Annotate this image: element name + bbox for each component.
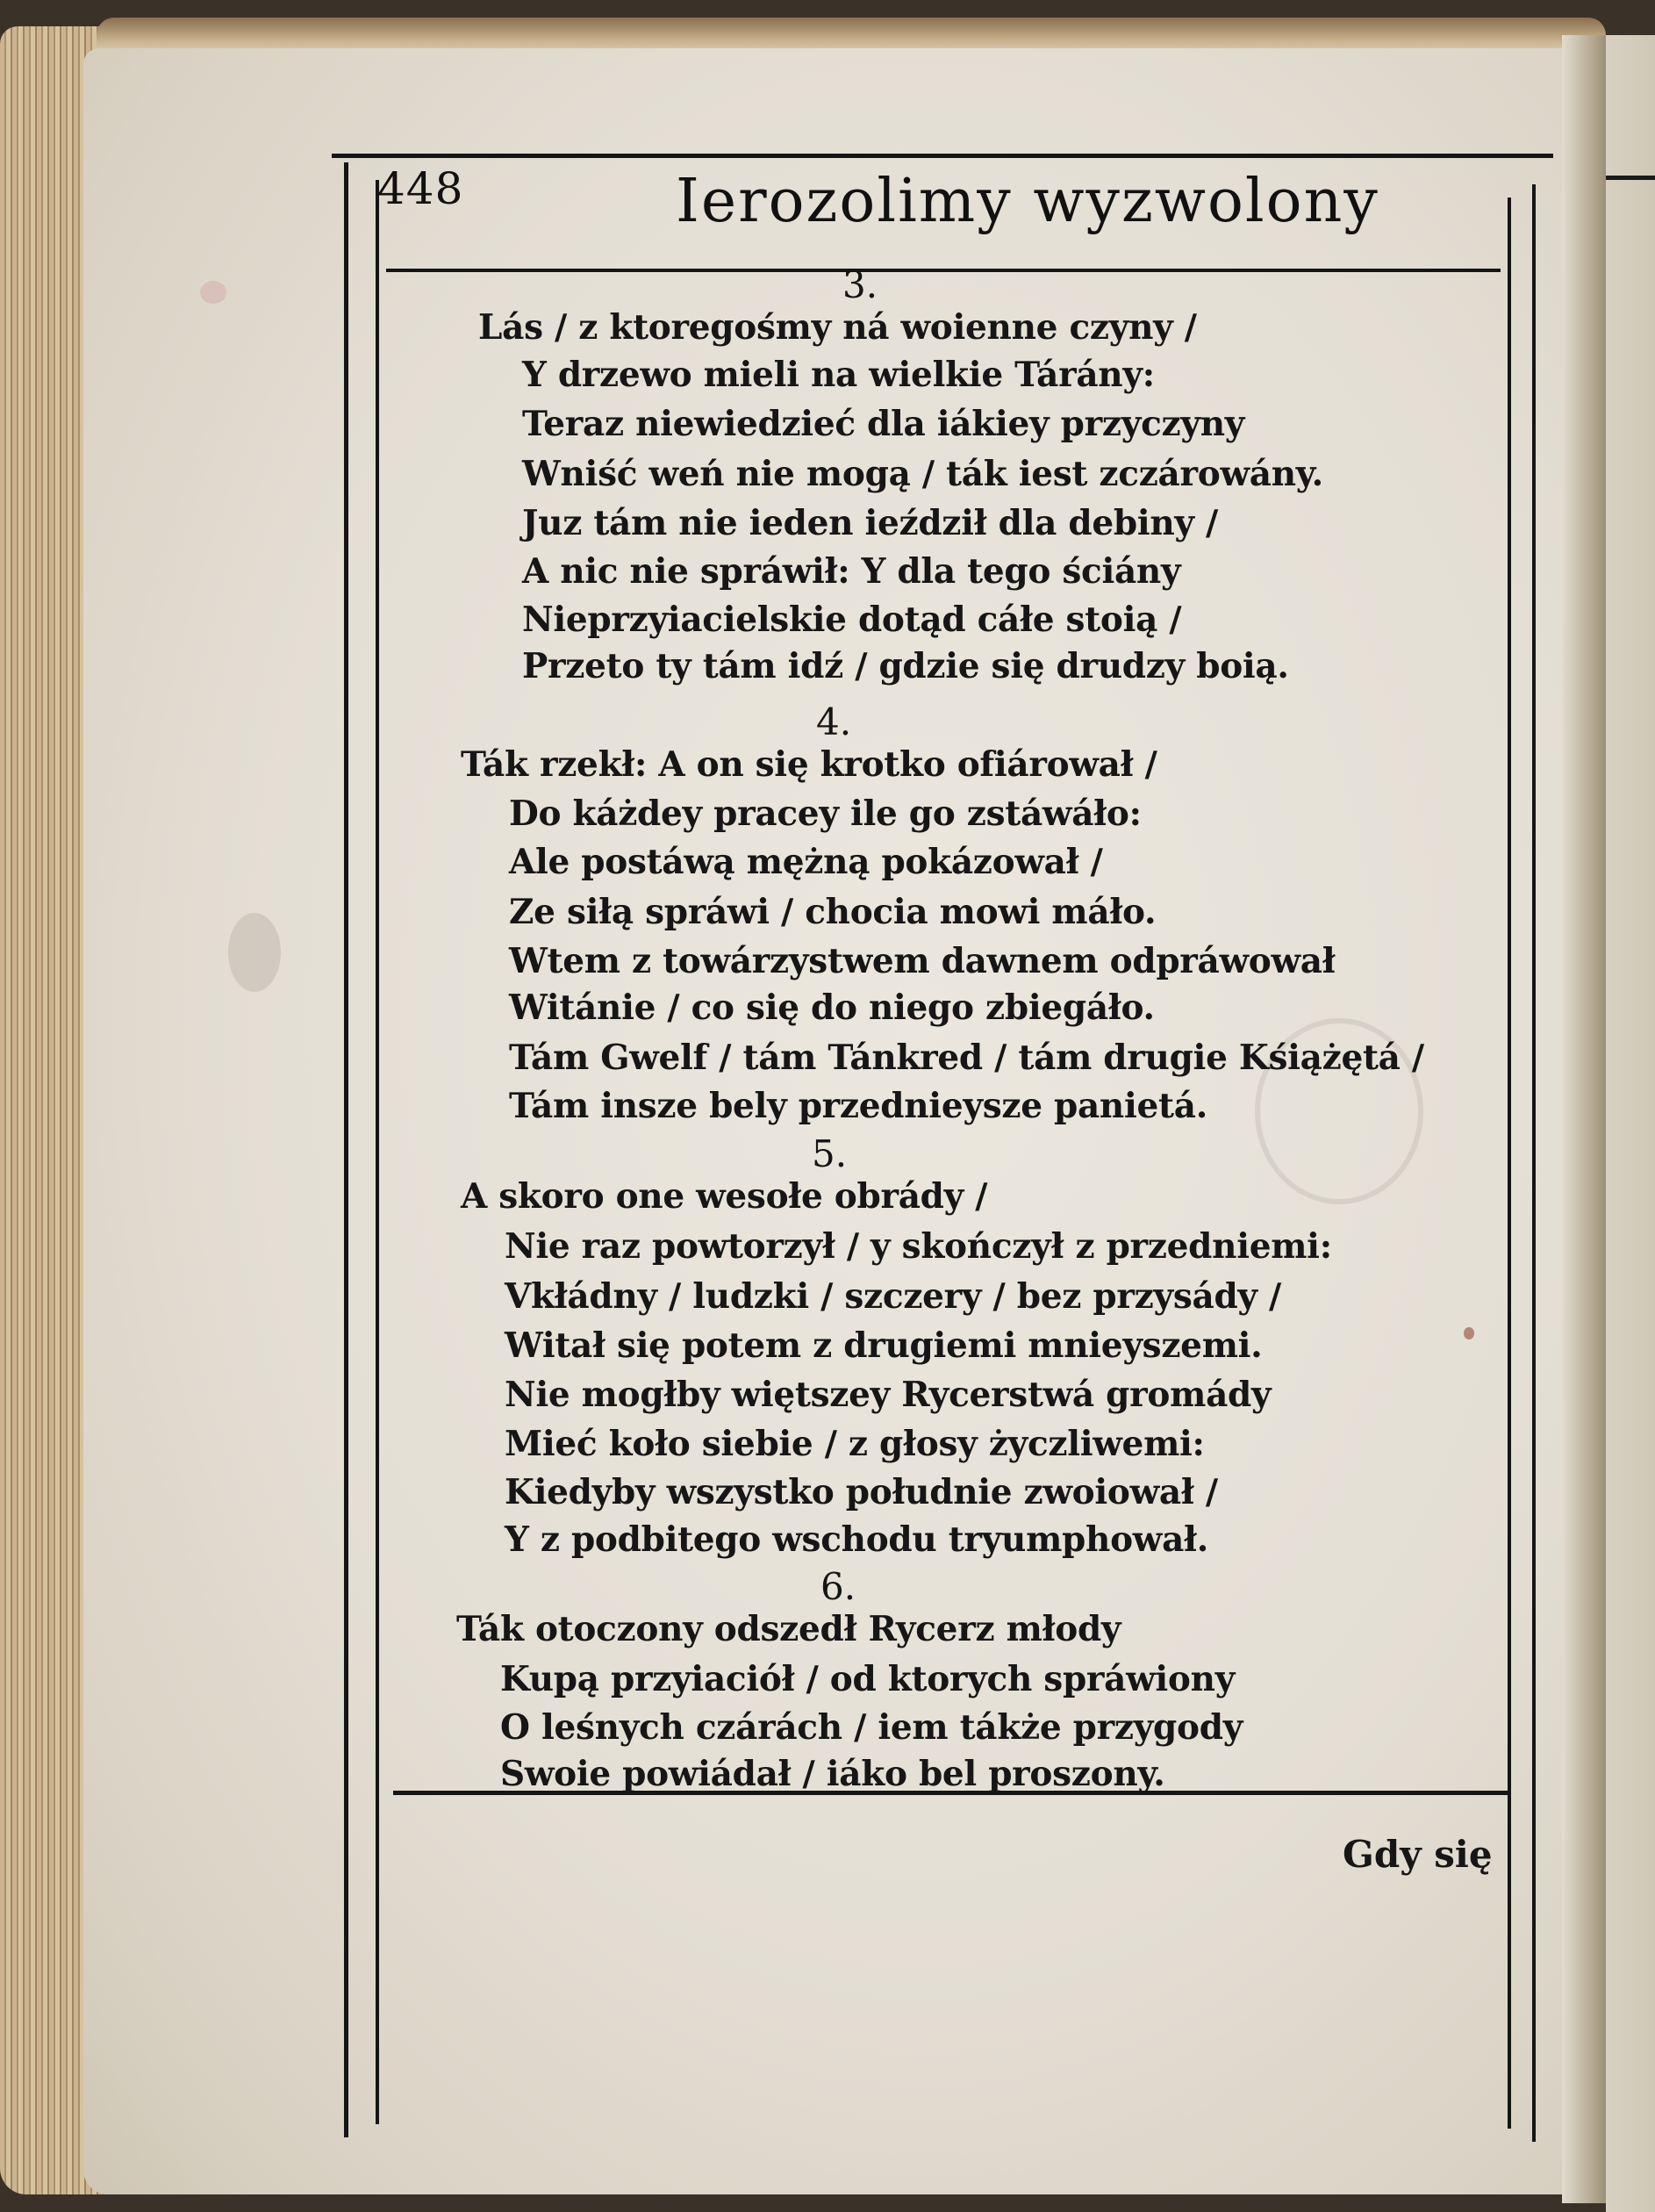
verse-line: Kupą przyiaciół / od ktorych spráwiony [500, 1659, 1236, 1699]
verse-line: Przeto ty tám idź / gdzie się drudzy boią. [522, 646, 1289, 686]
verse-line: Vkłádny / ludzki / szczery / bez przysády / [505, 1276, 1281, 1317]
catchword: Gdy się [1343, 1833, 1493, 1876]
verse-line: Y z podbitego wschodu tryumphował. [505, 1519, 1209, 1560]
stanza-number: 6. [820, 1565, 856, 1608]
verse-line: Witánie / co się do niego zbiegáło. [509, 988, 1155, 1028]
verse-line: Witał się potem z drugiemi mnieyszemi. [505, 1325, 1263, 1366]
verse-line: Ale postáwą mężną pokázował / [509, 842, 1103, 882]
top-rule [332, 154, 1553, 158]
verse-line: Teraz niewiedzieć dla iákiey przyczyny [522, 404, 1245, 444]
verse-line: Swoie powiádał / iáko bel proszony. [500, 1754, 1165, 1794]
verse-line: A nic nie spráwił: Y dla tego ściány [522, 551, 1181, 592]
running-title: Ierozolimy wyzwolony [676, 167, 1379, 236]
verse-line: Kiedyby wszystko południe zwoiował / [505, 1472, 1218, 1512]
facing-page-edge [1606, 35, 1655, 2212]
verse-line: Nieprzyiacielskie dotąd cáłe stoią / [522, 600, 1182, 640]
verse-line: O leśnych czárách / iem tákże przygody [500, 1707, 1243, 1748]
page-smudge [228, 913, 281, 992]
verse-line: Y drzewo mieli na wielkie Tárány: [522, 355, 1155, 395]
verse-line: Nie mogłby więtszey Rycerstwá gromády [505, 1375, 1272, 1415]
verse-line: Ták otoczony odszedł Rycerz młody [456, 1609, 1121, 1649]
right-inner-rule [1508, 198, 1511, 2129]
verse-line: Ták rzekł: A on się krotko ofiárował / [461, 744, 1157, 785]
stanza-number: 4. [816, 700, 852, 743]
verse-line: Lás / z ktoregośmy ná woienne czyny / [478, 307, 1197, 348]
verse-line: Wtem z towárzystwem dawnem odpráwował [509, 941, 1336, 981]
verse-line: Tám Gwelf / tám Tánkred / tám drugie Kśiążętá / [509, 1038, 1424, 1078]
verse-line: Do káżdey pracey ile go zstáwáło: [509, 794, 1142, 834]
header-rule [386, 269, 1501, 272]
stanza-number: 5. [812, 1132, 848, 1175]
verse-line: Ze siłą spráwi / chocia mowi máło. [509, 892, 1157, 932]
right-outer-rule [1532, 184, 1536, 2142]
verse-line: A skoro one wesołe obrády / [461, 1176, 988, 1217]
verse-line: Juz tám nie ieden ieździł dla debiny / [522, 503, 1218, 543]
facing-page-rule [1606, 176, 1655, 180]
left-outer-rule [344, 162, 348, 2137]
verse-line: Wniść weń nie mogą / ták iest zczárowány. [522, 454, 1323, 494]
stanza-number: 3. [842, 263, 878, 306]
ink-stain [1464, 1327, 1474, 1339]
pink-mark [200, 281, 226, 304]
page-number: 448 [377, 163, 464, 214]
verse-line: Tám insze bely przednieysze panietá. [509, 1086, 1207, 1126]
left-inner-rule [376, 180, 379, 2124]
verse-line: Mieć koło siebie / z głosy życzliwemi: [505, 1424, 1205, 1464]
verse-line: Nie raz powtorzył / y skończył z przedniemi: [505, 1226, 1332, 1267]
